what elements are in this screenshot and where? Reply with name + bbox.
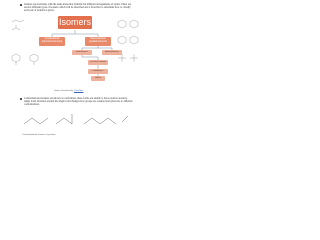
conformers-box: conformers <box>88 69 108 74</box>
isomer-flowchart <box>6 14 144 86</box>
intro-paragraph: Isomers are molecules with the same molecular formula but different arrangements of atoms. There are several different types of isomers which will be described and a flowchart to determine how to classify each pair of isomers is given. <box>24 2 131 13</box>
stereoisomers-box <box>85 37 111 46</box>
intro-bullet <box>20 4 22 6</box>
figure-caption <box>54 89 83 92</box>
others-box: others <box>91 76 105 81</box>
stereoisomers-label: Stereoisomers (spatial isomers) <box>89 36 107 43</box>
cis-trans-box: cis-trans isomers <box>89 61 107 63</box>
section-paragraph: Conformational isomers are known as conformers, these forms are unable to have rotation around a single bond. Rotation around the single bond changes how groups are oriented and gives rise to different conformations. <box>24 96 133 107</box>
pentane-caption: Conformational isomers of pentane <box>22 133 56 136</box>
diastereomers-box: diastereomers <box>102 50 122 55</box>
isomers-title-box: Isomers <box>58 17 91 27</box>
constitutional-isomers-box <box>39 37 65 46</box>
enantiomers-box: enantiomers <box>72 50 92 55</box>
constitutional-label: Constitutional (structural isomers) <box>41 36 63 43</box>
section-bullet <box>20 98 22 100</box>
caption-source-link[interactable]: OpenStax <box>73 89 84 92</box>
caption-prefix: Isomer flowchart by <box>54 89 74 92</box>
pentane-conformers-figure <box>22 110 132 130</box>
